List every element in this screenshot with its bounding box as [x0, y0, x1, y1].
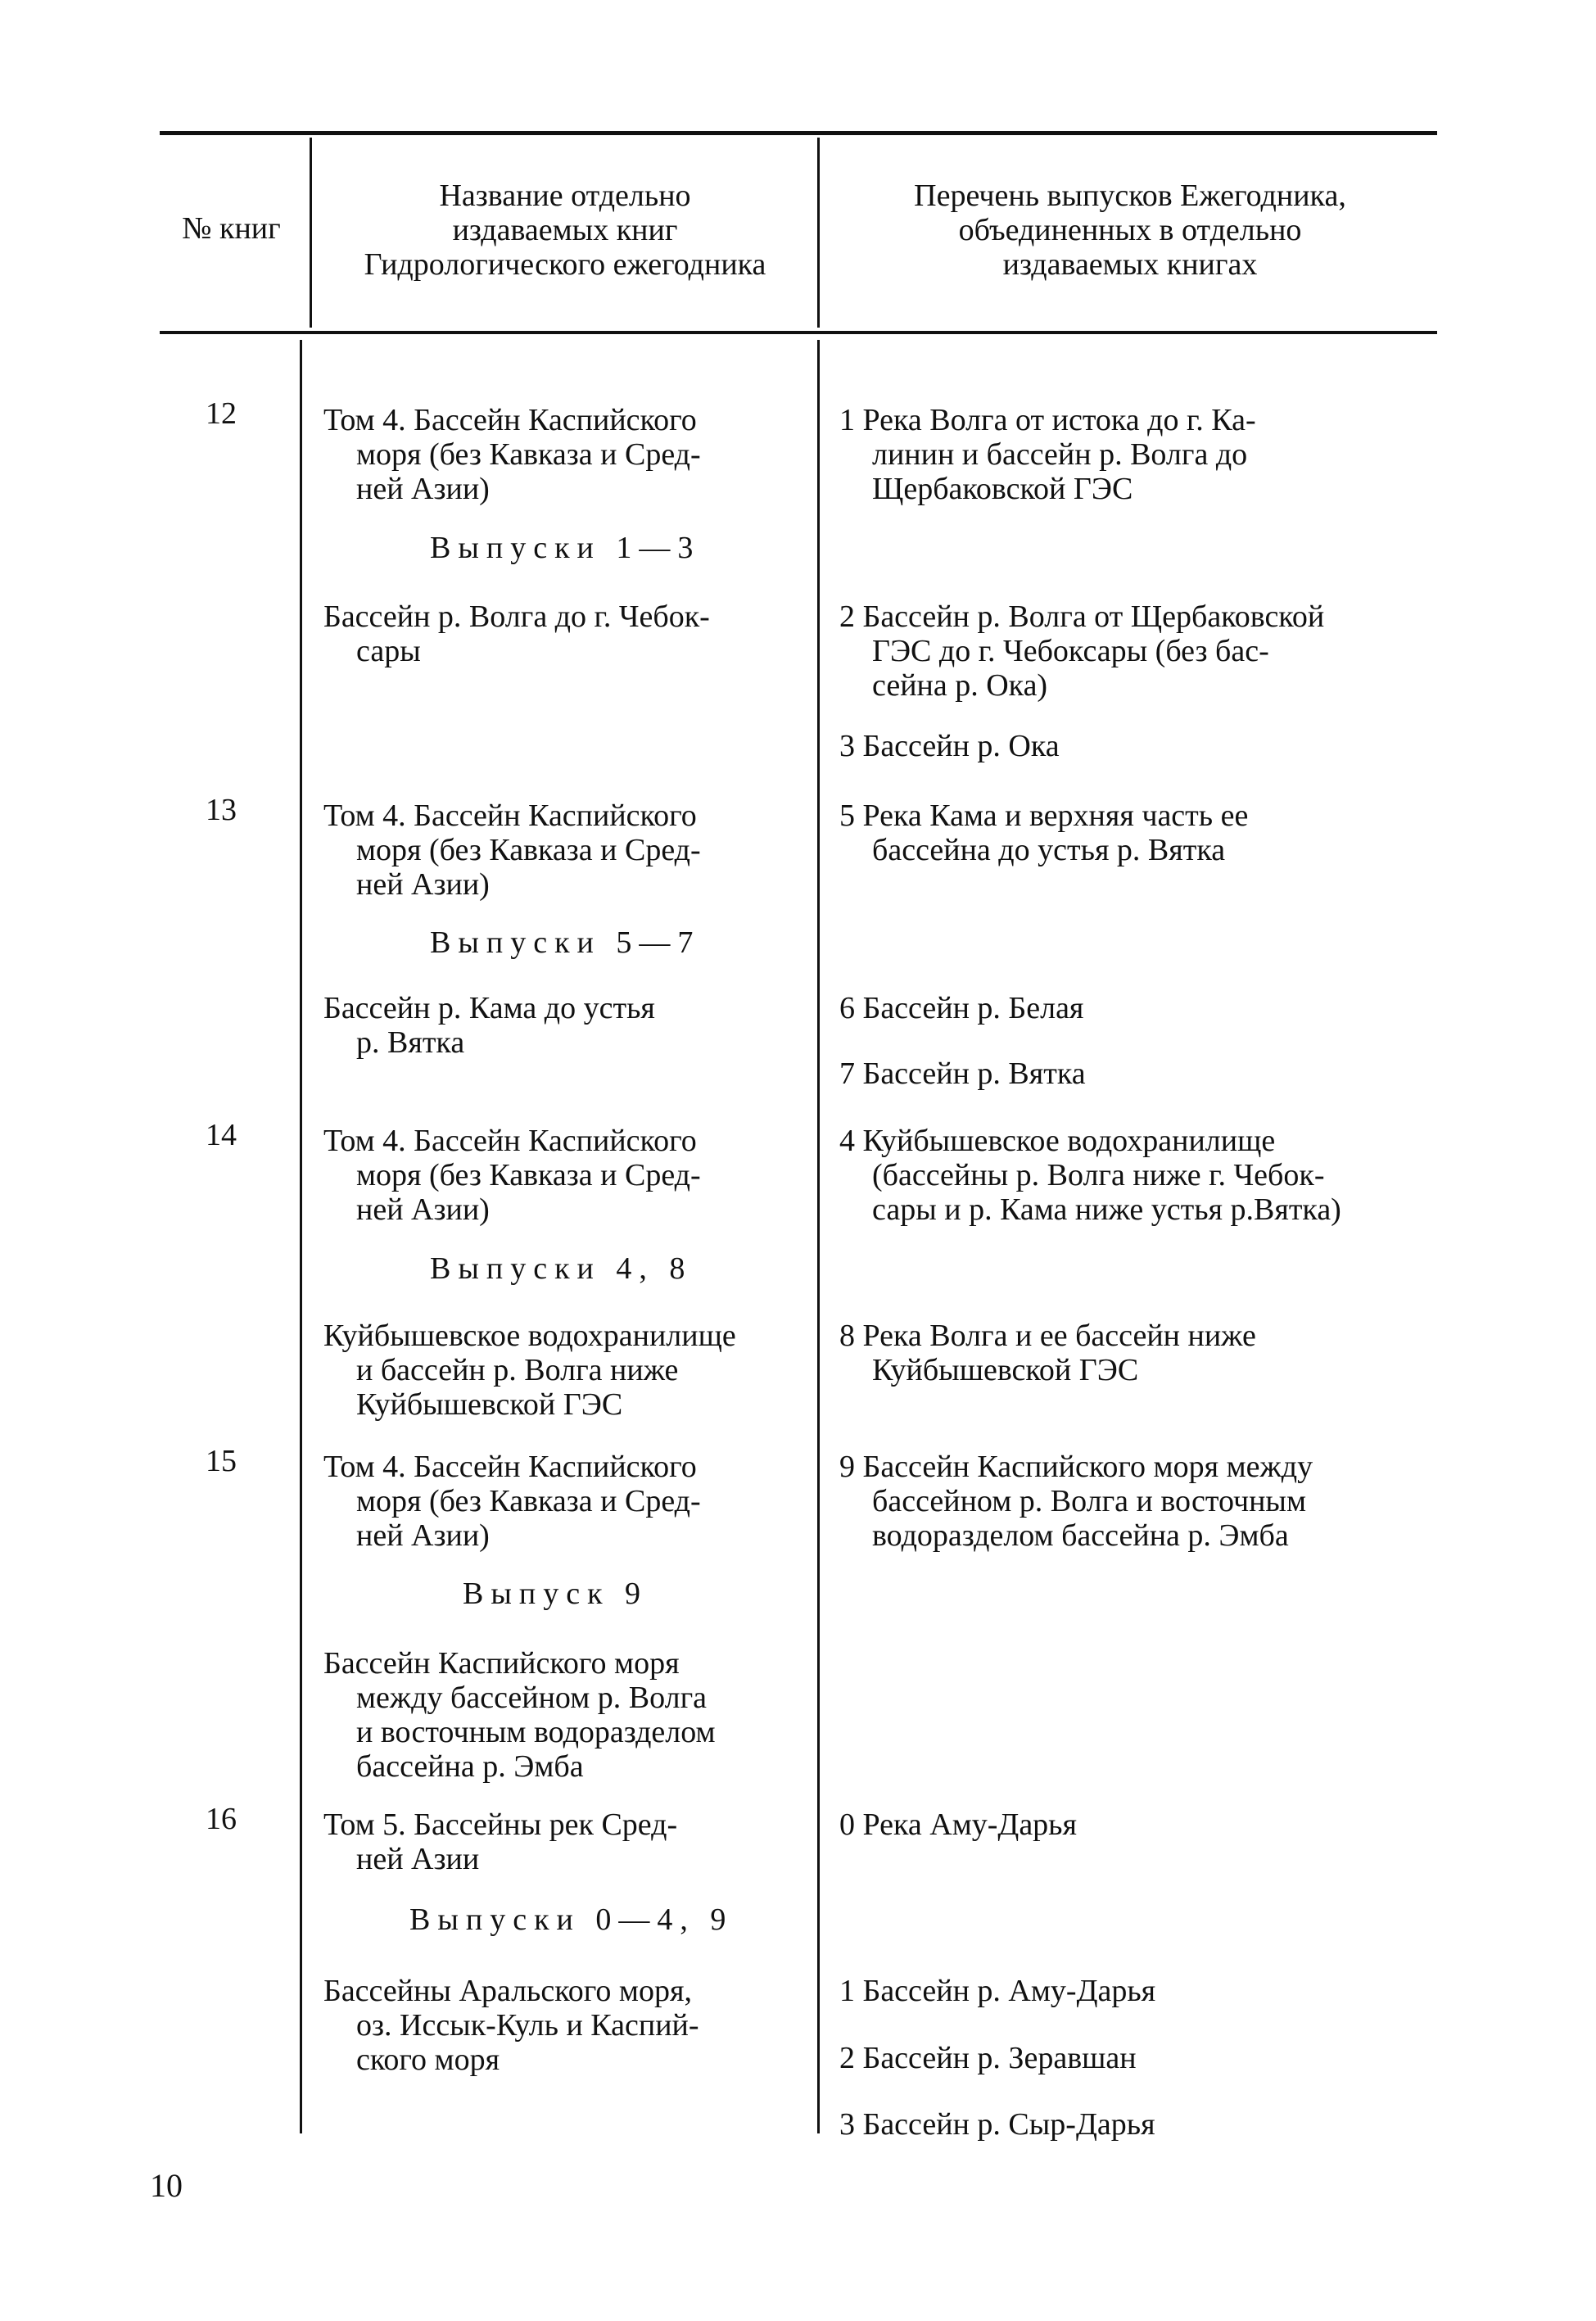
header-col-books: № книг — [182, 211, 281, 246]
book-number: 13 — [206, 793, 237, 827]
header-col-titles-line: издаваемых книг — [452, 213, 678, 247]
text-line: 0 Река Аму-Дарья — [839, 1807, 1077, 1842]
header-col-issues-line: объединенных в отдельно — [958, 213, 1302, 247]
text-line: Том 4. Бассейн Каспийского — [323, 799, 697, 833]
text-line: 2 Бассейн р. Зеравшан — [839, 2041, 1137, 2075]
text-line: 1 Бассейн р. Аму-Дарья — [839, 1974, 1156, 2008]
issue-item — [839, 799, 1441, 867]
header-divider-2 — [817, 138, 820, 328]
book-title — [323, 991, 815, 1060]
text-line: Том 4. Бассейн Каспийского — [323, 1124, 697, 1158]
text-line: 3 Бассейн р. Сыр-Дарья — [839, 2107, 1155, 2142]
issue-item — [839, 1807, 1441, 1842]
text-line: 4 Куйбышевское водохранилище — [839, 1124, 1276, 1158]
header-col-issues-line: Перечень выпусков Ежегодника, — [914, 179, 1346, 213]
book-number: 15 — [206, 1444, 237, 1478]
text-line: Куйбышевской ГЭС — [872, 1353, 1139, 1387]
text-line: ней Азии) — [356, 867, 490, 902]
text-line: Куйбышевской ГЭС — [356, 1387, 623, 1422]
volume-title — [323, 1807, 815, 1876]
book-title — [323, 1974, 815, 2077]
book-title — [323, 1646, 815, 1784]
book-number: 12 — [206, 396, 237, 431]
text-line: 2 Бассейн р. Волга от Щербаковской — [839, 599, 1325, 634]
issue-item — [839, 1319, 1441, 1387]
text-line: Том 4. Бассейн Каспийского — [323, 403, 697, 437]
text-line: моря (без Кавказа и Сред- — [356, 1484, 701, 1518]
text-line: (бассейны р. Волга ниже г. Чебок- — [872, 1158, 1325, 1192]
issue-item — [839, 729, 1441, 763]
book-number: 16 — [206, 1802, 237, 1836]
text-line: сейна р. Ока) — [872, 668, 1048, 703]
issue-item — [839, 2041, 1441, 2075]
issue-item — [839, 2107, 1441, 2142]
issues-subheading: Выпуски 5—7 — [430, 925, 701, 960]
body-divider-1 — [300, 340, 302, 2133]
text-line: 8 Река Волга и ее бассейн ниже — [839, 1319, 1256, 1353]
text-line: сары и р. Кама ниже устья р.Вятка) — [872, 1192, 1341, 1227]
volume-title — [323, 1450, 815, 1553]
text-line: 1 Река Волга от истока до г. Ка- — [839, 403, 1256, 437]
text-line: ней Азии) — [356, 1192, 490, 1227]
text-line: ГЭС до г. Чебоксары (без бас- — [872, 634, 1269, 668]
text-line: и бассейн р. Волга ниже — [356, 1353, 679, 1387]
issue-item — [839, 1974, 1441, 2008]
text-line: оз. Иссык-Куль и Каспий- — [356, 2008, 699, 2043]
text-line: Том 5. Бассейны рек Сред- — [323, 1807, 678, 1842]
issue-item — [839, 403, 1441, 506]
issue-item — [839, 599, 1441, 703]
header-col-titles — [315, 179, 815, 282]
text-line: Бассейн Каспийского моря — [323, 1646, 680, 1681]
volume-title — [323, 799, 815, 902]
issues-subheading: Выпуски 1—3 — [430, 531, 701, 565]
text-line: 5 Река Кама и верхняя часть ее — [839, 799, 1249, 833]
issue-item — [839, 1450, 1441, 1553]
text-line: сары — [356, 634, 421, 668]
issues-subheading: Выпуски 4, 8 — [430, 1251, 693, 1286]
text-line: 3 Бассейн р. Ока — [839, 729, 1060, 763]
text-line: моря (без Кавказа и Сред- — [356, 437, 701, 472]
volume-title — [323, 1124, 815, 1227]
text-line: бассейном р. Волга и восточным — [872, 1484, 1306, 1518]
text-line: водоразделом бассейна р. Эмба — [872, 1518, 1289, 1553]
book-title — [323, 1319, 815, 1422]
text-line: р. Вятка — [356, 1025, 465, 1060]
text-line: моря (без Кавказа и Сред- — [356, 833, 701, 867]
text-line: ней Азии) — [356, 1518, 490, 1553]
text-line: бассейна до устья р. Вятка — [872, 833, 1226, 867]
header-col-titles-line: Гидрологического ежегодника — [364, 247, 766, 282]
issue-item — [839, 991, 1441, 1025]
header-col-titles-line: Название отдельно — [439, 179, 691, 213]
text-line: между бассейном р. Волга — [356, 1681, 708, 1715]
text-line: Бассейн р. Кама до устья — [323, 991, 655, 1025]
text-line: Бассейны Аральского моря, — [323, 1974, 692, 2008]
header-divider-1 — [310, 138, 312, 328]
text-line: Щербаковской ГЭС — [872, 472, 1133, 506]
text-line: линин и бассейн р. Волга до — [872, 437, 1248, 472]
header-bottom-rule — [160, 331, 1437, 334]
page-number: 10 — [150, 2167, 183, 2204]
header-col-issues-line: издаваемых книгах — [1002, 247, 1258, 282]
issues-subheading: Выпуск 9 — [463, 1577, 649, 1611]
text-line: Куйбышевское водохранилище — [323, 1319, 736, 1353]
text-line: ней Азии) — [356, 472, 490, 506]
text-line: бассейна р. Эмба — [356, 1749, 584, 1784]
text-line: 9 Бассейн Каспийского моря между — [839, 1450, 1313, 1484]
text-line: моря (без Кавказа и Сред- — [356, 1158, 701, 1192]
text-line: 7 Бассейн р. Вятка — [839, 1056, 1086, 1091]
issue-item — [839, 1056, 1441, 1091]
text-line: Том 4. Бассейн Каспийского — [323, 1450, 697, 1484]
text-line: ней Азии — [356, 1842, 480, 1876]
text-line: и восточным водоразделом — [356, 1715, 716, 1749]
issue-item — [839, 1124, 1441, 1227]
book-title — [323, 599, 815, 668]
text-line: ского моря — [356, 2043, 500, 2077]
text-line: Бассейн р. Волга до г. Чебок- — [323, 599, 710, 634]
issues-subheading: Выпуски 0—4, 9 — [409, 1902, 734, 1937]
body-divider-2 — [817, 340, 820, 2133]
top-rule — [160, 131, 1437, 135]
volume-title — [323, 403, 815, 506]
book-number: 14 — [206, 1118, 237, 1152]
text-line: 6 Бассейн р. Белая — [839, 991, 1084, 1025]
header-col-issues — [823, 179, 1437, 282]
